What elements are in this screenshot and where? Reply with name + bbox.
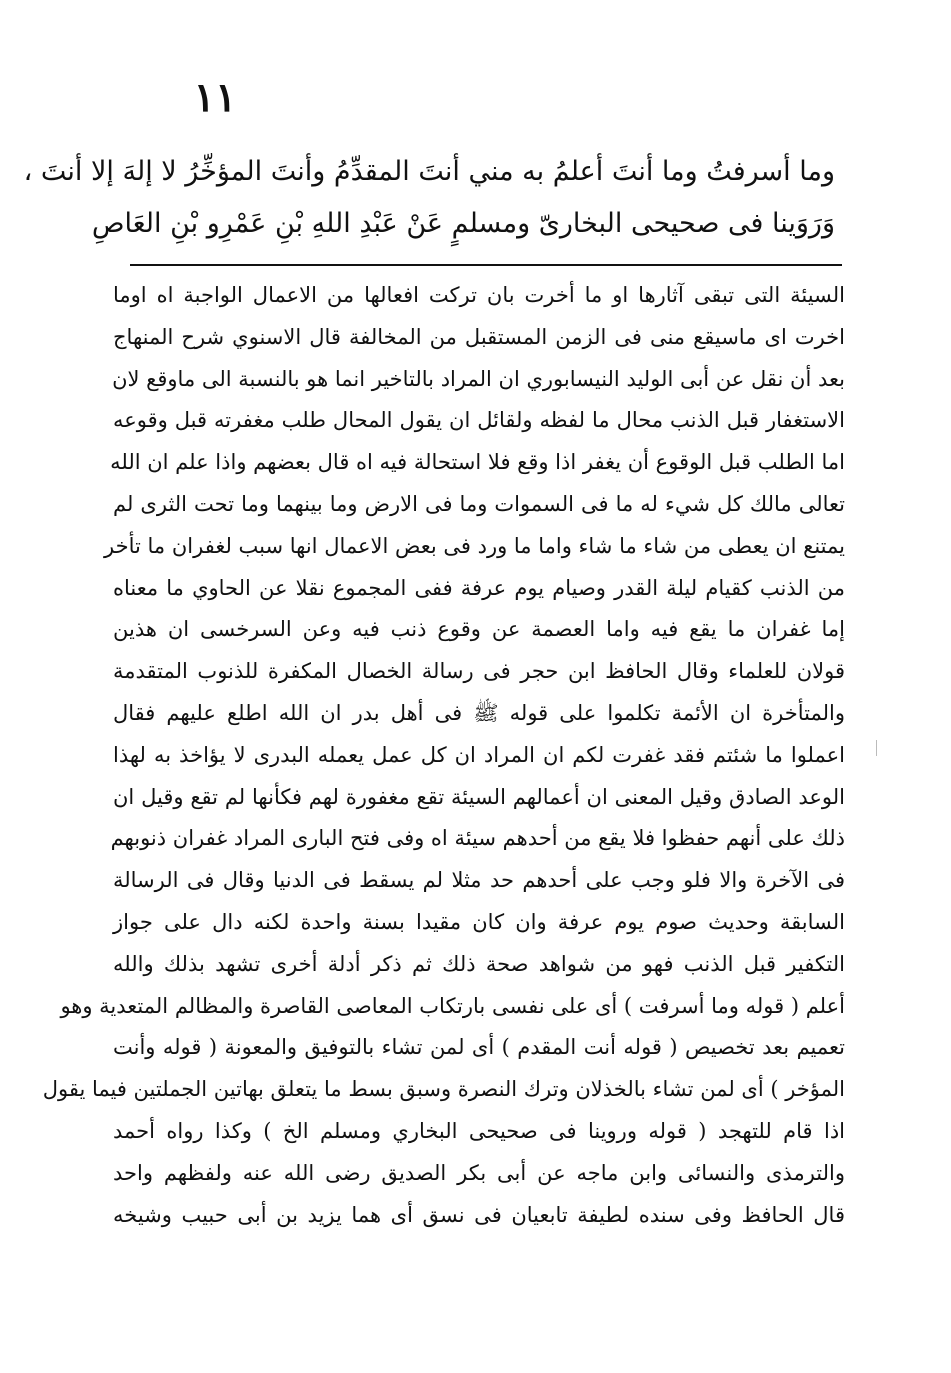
commentary-line: قال الحافظ وفى سنده لطيفة تابعيان فى نسق أى هما يزيد بن أبى حبيب وشيخه (113, 1202, 845, 1227)
commentary-block (42, 275, 845, 1236)
commentary-line: فى الآخرة والا فلو وجب على أحدهم حد مثلا لم يسقط فى الدنيا وقال فى الرسالة (113, 868, 845, 893)
commentary-line: أعلم ( قوله وما أسرفت ) أى على نفسى بارتكاب المعاصى القاصرة والمظالم المتعدية وهو (60, 993, 845, 1018)
commentary-line: السيئة التى تبقى آثارها او ما أخرت بان تركت افعالها من الاعمال الواجبة اه اوما (113, 283, 845, 307)
commentary-line: بعد أن نقل عن أبى الوليد النيسابوري ان المراد بالتاخير انما هو بالنسبة الى ماوقع لان (112, 366, 845, 391)
commentary-line: المؤخر ) أى لمن تشاء بالخذلان وترك النصرة وسبق بسط ما يتعلق بهاتين الجملتين فيما يقول (42, 1077, 845, 1102)
commentary-line: اعملوا ما شئتم فقد غفرت لكم ان المراد ان كل عمل يعمله البدرى لا يؤاخذ به لهذا (113, 742, 845, 767)
commentary-line: تعالى مالك كل شيء له ما فى السموات وما فى الارض وما بينهما وما تحت الثرى لم (113, 491, 845, 516)
section-divider (130, 264, 842, 266)
main-text-line: وَرَوَينا فى صحيحى البخارىّ ومسلمٍ عَنْ عَبْدِ اللهِ بْنِ عَمْرِو بْنِ العَاصِ (91, 208, 835, 239)
commentary-line: من الذنب كقيام ليلة القدر وصيام يوم عرفة ففى المجموع نقلا عن الحاوي ما معناه (113, 575, 845, 600)
commentary-line: قولان للعلماء وقال الحافظ ابن حجر فى رسالة الخصال المكفرة للذنوب المتقدمة (113, 659, 845, 684)
commentary-line: يمتنع ان يعطى من شاء ما شاء واما ما ورد فى بعض الاعمال انها سبب لغفران ما تأخر (104, 533, 845, 558)
commentary-line: إما غفران ما يقع فيه واما العصمة عن وقوع ذنب فيه وعن السرخسى ان هذين (113, 617, 845, 642)
commentary-line: اخرت اى ماسيقع منى فى الزمن المستقبل من المخالفة قال الاسنوي شرح المنهاج (113, 324, 845, 349)
margin-mark (876, 740, 877, 756)
commentary-line: والترمذى والنسائى وابن ماجه عن أبى بكر الصديق رضى الله عنه ولفظهم واحد (113, 1160, 845, 1185)
commentary-line: الاستغفار قبل الذنب محال ما لفظه ولقائل ان يقول المحال طلب مغفرته قبل وقوعه (113, 408, 845, 433)
page-number: ١١ (193, 74, 237, 121)
commentary-line: تعميم بعد تخصيص ( قوله أنت المقدم ) أى لمن تشاء بالتوفيق والمعونة ( قوله وأنت (113, 1035, 845, 1060)
main-text-block (23, 146, 835, 250)
commentary-line: والمتأخرة ان الأئمة تكلموا على قوله ﷺ فى أهل بدر ان الله اطلع عليهم فقال (113, 700, 845, 725)
main-text-line: وما أسرفتُ وما أنتَ أعلمُ به مني أنتَ المقدِّمُ وأنتَ المؤخِّرُ لا إلهَ إلا أنتَ ، (23, 156, 835, 187)
commentary-line: اذا قام للتهجد ( قوله وروينا فى صحيحى البخاري ومسلم الخ ) وكذا رواه أحمد (113, 1118, 845, 1143)
commentary-line: اما الطلب قبل الوقوع أن يغفر اذا وقع فلا استحالة فيه اه قال بعضهم واذا علم ان الله (110, 450, 845, 475)
commentary-line: الوعد الصادق وقيل المعنى ان أعمالهم السيئة تقع مغفورة لهم فكأنها لم تقع وقيل ان (113, 784, 845, 809)
commentary-line: السابقة وحديث صوم يوم عرفة وان كان مقيدا بسنة واحدة لكنه دال على جواز (113, 909, 845, 934)
commentary-line: ذلك على أنهم حفظوا فلا يقع من أحدهم سيئة اه وفى فتح البارى المراد غفران ذنوبهم (110, 826, 845, 851)
commentary-line: التكفير قبل الذنب فهو من شواهد صحة ذلك ثم ذكر أدلة أخرى تشهد بذلك والله (113, 951, 845, 976)
